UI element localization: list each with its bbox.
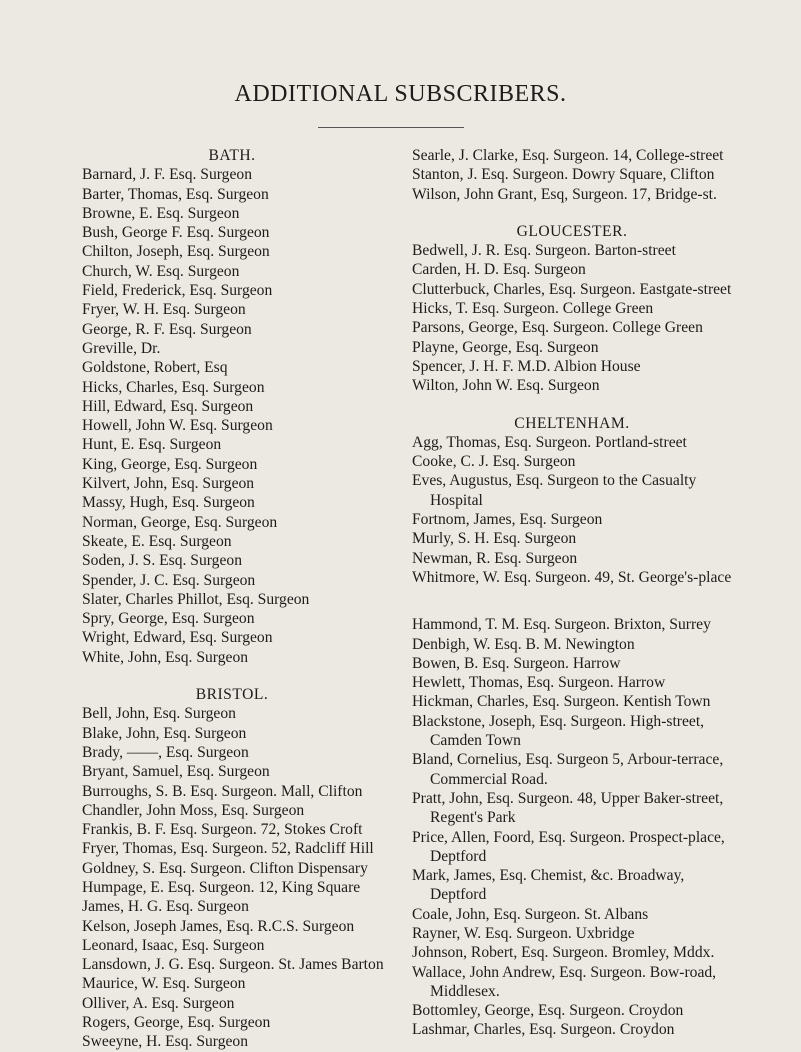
list-item: Mark, James, Esq. Chemist, &c. Broadway, — [412, 867, 685, 885]
list-item: Slater, Charles Phillot, Esq. Surgeon — [82, 590, 310, 608]
list-item: Hewlett, Thomas, Esq. Surgeon. Harrow — [412, 674, 666, 692]
list-item: Price, Allen, Foord, Esq. Surgeon. Prospect-place, — [412, 828, 725, 846]
bristol-continued-list — [412, 146, 798, 204]
list-item: Spencer, J. H. F. M.D. Albion House — [412, 357, 641, 375]
gloucester-list — [412, 241, 798, 395]
list-item: Stanton, J. Esq. Surgeon. Dowry Square, Clifton — [412, 166, 715, 184]
list-item: Blake, John, Esq. Surgeon — [82, 724, 247, 742]
section-heading-bristol: BRISTOL. — [195, 686, 269, 704]
list-item: Hill, Edward, Esq. Surgeon — [82, 397, 254, 415]
list-item: Denbigh, W. Esq. B. M. Newington — [412, 635, 635, 653]
list-item: King, George, Esq. Surgeon — [82, 455, 258, 473]
list-item: Murly, S. H. Esq. Surgeon — [412, 530, 577, 548]
list-item: Olliver, A. Esq. Surgeon — [82, 994, 235, 1012]
list-item: Spender, J. C. Esq. Surgeon — [82, 571, 256, 589]
list-item: Hammond, T. M. Esq. Surgeon. Brixton, Surrey — [412, 616, 711, 634]
list-item: Wilton, John W. Esq. Surgeon — [412, 377, 600, 395]
list-item: Hickman, Charles, Esq. Surgeon. Kentish Town — [412, 693, 711, 711]
list-item: Sweeyne, H. Esq. Surgeon — [82, 1033, 249, 1051]
left-column — [82, 146, 468, 1052]
list-item: Bryant, Samuel, Esq. Surgeon — [82, 763, 270, 781]
list-item: George, R. F. Esq. Surgeon — [82, 320, 252, 338]
list-item: Playne, George, Esq. Surgeon — [412, 338, 599, 356]
list-item: Johnson, Robert, Esq. Surgeon. Bromley, Mddx. — [412, 944, 715, 962]
list-item: Fryer, Thomas, Esq. Surgeon. 52, Radcliff Hill — [82, 840, 374, 858]
list-item: Eves, Augustus, Esq. Surgeon to the Casualty — [412, 472, 697, 490]
list-item: Coale, John, Esq. Surgeon. St. Albans — [412, 905, 649, 923]
list-item: Massy, Hugh, Esq. Surgeon — [82, 494, 255, 512]
list-item: Hicks, Charles, Esq. Surgeon — [82, 378, 265, 396]
right-column — [412, 146, 798, 1040]
list-item: Wallace, John Andrew, Esq. Surgeon. Bow-road, — [412, 963, 717, 981]
list-item: Humpage, E. Esq. Surgeon. 12, King Square — [82, 878, 361, 896]
title-divider — [318, 127, 464, 128]
list-item: Whitmore, W. Esq. Surgeon. 49, St. George's-place — [412, 568, 732, 586]
list-item: Parsons, George, Esq. Surgeon. College Green — [412, 319, 703, 337]
list-item: Burroughs, S. B. Esq. Surgeon. Mall, Clifton — [82, 782, 363, 800]
list-item: Bottomley, George, Esq. Surgeon. Croydon — [412, 1002, 684, 1020]
list-item: Bell, John, Esq. Surgeon — [82, 705, 236, 723]
list-item: Pratt, John, Esq. Surgeon. 48, Upper Baker-street, — [412, 789, 724, 807]
list-item: Wilson, John Grant, Esq, Surgeon. 17, Bridge-st. — [412, 185, 717, 203]
list-item-continuation: Camden Town — [430, 732, 521, 750]
list-item: Barnard, J. F. Esq. Surgeon — [82, 166, 252, 184]
list-item: Lashmar, Charles, Esq. Surgeon. Croydon — [412, 1021, 675, 1039]
bristol-list — [82, 704, 468, 1051]
section-heading-gloucester: GLOUCESTER. — [516, 222, 628, 240]
page-title: ADDITIONAL SUBSCRIBERS. — [234, 81, 567, 107]
list-item: White, John, Esq. Surgeon — [82, 648, 249, 666]
list-item: Goldney, S. Esq. Surgeon. Clifton Dispensary — [82, 859, 368, 877]
list-item: Rogers, George, Esq. Surgeon — [82, 1014, 271, 1032]
list-item: Maurice, W. Esq. Surgeon — [82, 975, 246, 993]
list-item: Leonard, Isaac, Esq. Surgeon — [82, 936, 265, 954]
list-item: Kilvert, John, Esq. Surgeon — [82, 475, 255, 493]
list-item: Newman, R. Esq. Surgeon — [412, 549, 578, 567]
london-list — [412, 615, 798, 1040]
list-item: Lansdown, J. G. Esq. Surgeon. St. James Barton — [82, 956, 384, 974]
list-item: Hicks, T. Esq. Surgeon. College Green — [412, 300, 654, 318]
list-item: Norman, George, Esq. Surgeon — [82, 513, 278, 531]
list-item: Browne, E. Esq. Surgeon — [82, 204, 240, 222]
list-item: Spry, George, Esq. Surgeon — [82, 610, 255, 628]
list-item: Wright, Edward, Esq. Surgeon — [82, 629, 273, 647]
list-item: Hunt, E. Esq. Surgeon — [82, 436, 222, 454]
list-item: Searle, J. Clarke, Esq. Surgeon. 14, College-street — [412, 147, 724, 164]
list-item: Skeate, E. Esq. Surgeon — [82, 532, 232, 550]
section-heading-cheltenham: CHELTENHAM. — [514, 414, 630, 432]
bath-list — [82, 165, 468, 667]
list-item: Carden, H. D. Esq. Surgeon — [412, 261, 586, 279]
list-item: Field, Frederick, Esq. Surgeon — [82, 282, 273, 300]
list-item: Chilton, Joseph, Esq. Surgeon — [82, 243, 270, 261]
list-item: Frankis, B. F. Esq. Surgeon. 72, Stokes Croft — [82, 821, 363, 839]
list-item: Rayner, W. Esq. Surgeon. Uxbridge — [412, 924, 635, 942]
list-item: James, H. G. Esq. Surgeon — [82, 898, 249, 916]
list-item: Fryer, W. H. Esq. Surgeon — [82, 301, 246, 319]
list-item-continuation: Commercial Road. — [430, 770, 548, 788]
list-item: Bedwell, J. R. Esq. Surgeon. Barton-street — [412, 242, 676, 260]
list-item: Bowen, B. Esq. Surgeon. Harrow — [412, 654, 621, 672]
list-item: Church, W. Esq. Surgeon — [82, 262, 240, 280]
list-item: Howell, John W. Esq. Surgeon — [82, 417, 273, 435]
list-item: Clutterbuck, Charles, Esq. Surgeon. Eastgate-street — [412, 280, 732, 298]
list-item-continuation: Hospital — [430, 491, 483, 509]
list-item: Bush, George F. Esq. Surgeon — [82, 224, 270, 242]
list-item: Soden, J. S. Esq. Surgeon — [82, 552, 242, 570]
list-item: Brady, ——, Esq. Surgeon — [82, 743, 249, 761]
list-item: Goldstone, Robert, Esq — [82, 359, 228, 377]
list-item: Chandler, John Moss, Esq. Surgeon — [82, 801, 305, 819]
list-item-continuation: Deptford — [430, 886, 487, 904]
list-item: Bland, Cornelius, Esq. Surgeon 5, Arbour-terrace, — [412, 751, 724, 769]
list-item: Barter, Thomas, Esq. Surgeon — [82, 185, 269, 203]
list-item-continuation: Deptford — [430, 847, 487, 865]
list-item: Blackstone, Joseph, Esq. Surgeon. High-street, — [412, 712, 705, 730]
list-item: Cooke, C. J. Esq. Surgeon — [412, 453, 576, 471]
list-item: Kelson, Joseph James, Esq. R.C.S. Surgeon — [82, 917, 355, 935]
list-item-continuation: Regent's Park — [430, 809, 516, 827]
list-item-continuation: Middlesex. — [430, 982, 500, 1000]
list-item: Greville, Dr. — [82, 339, 161, 357]
list-item: Agg, Thomas, Esq. Surgeon. Portland-street — [412, 433, 687, 451]
cheltenham-list — [412, 433, 798, 587]
section-heading-bath: BATH. — [208, 147, 256, 164]
list-item: Fortnom, James, Esq. Surgeon — [412, 511, 603, 529]
